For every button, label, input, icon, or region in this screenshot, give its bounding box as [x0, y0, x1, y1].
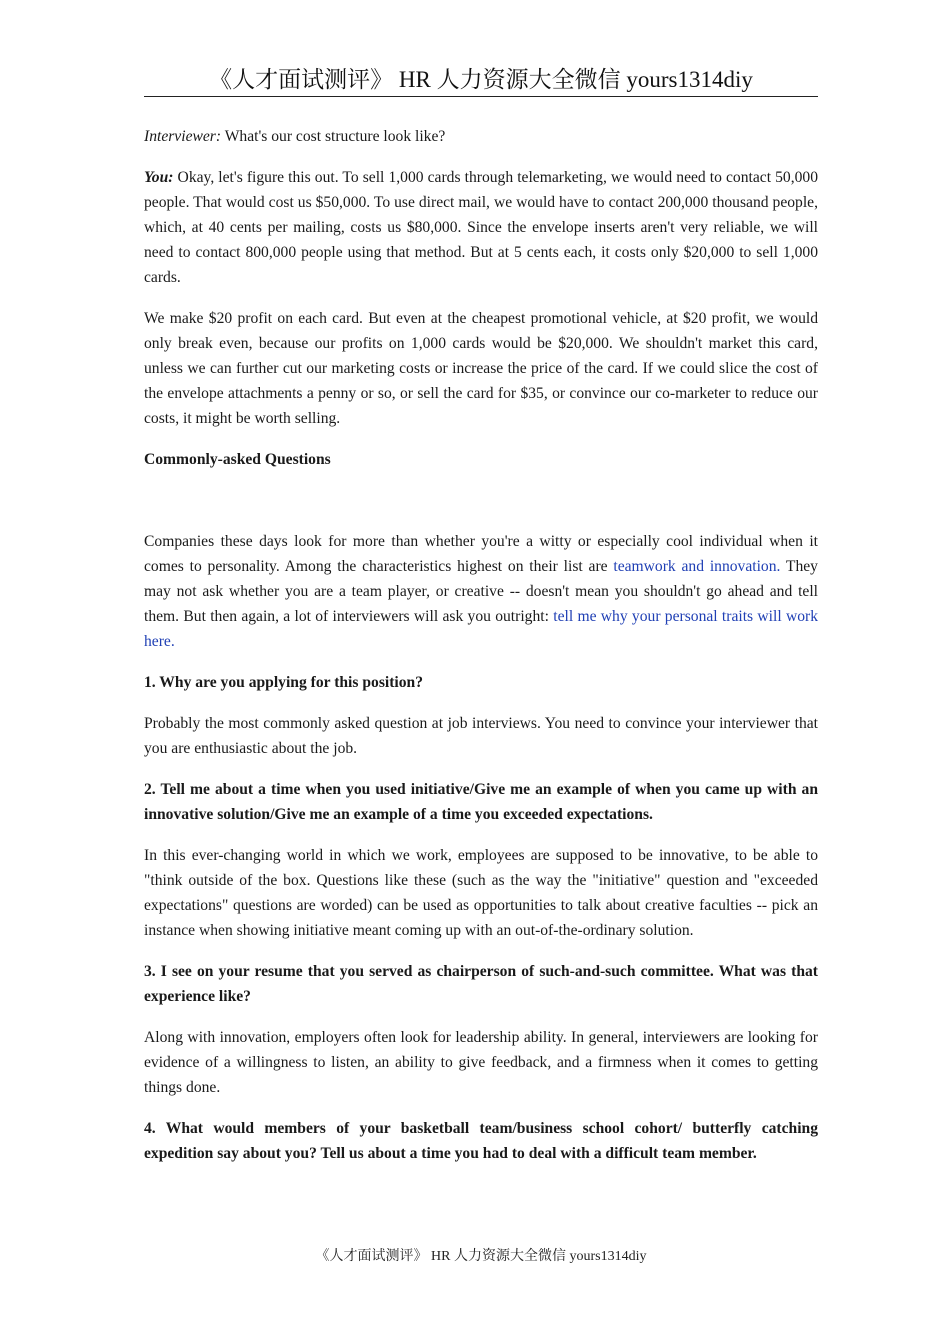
- interviewer-line: [144, 124, 818, 149]
- blank-line: [144, 488, 818, 513]
- question-1-heading: 1. Why are you applying for this position?: [144, 674, 424, 691]
- intro-link-personal-traits[interactable]: tell me why your personal traits will work here.: [144, 608, 819, 650]
- question-1-answer: Probably the most commonly asked question at job interviews. You need to convince your interviewer that you are enthusiastic about the job.: [144, 715, 818, 757]
- intro-text-2: They may not ask whether you are a team player, or creative -- doesn't mean you shouldn't go ahead and tell them. But then again, a lot of interviewers will ask you outright:: [144, 558, 818, 625]
- you-line: [144, 165, 818, 290]
- interviewer-label: Interviewer:: [144, 128, 222, 145]
- question-4-heading: 4. What would members of your basketball team/business school cohort/ butterfly catching expedition say about you? Tell us about a time you had to deal with a difficult team member.: [144, 1120, 818, 1162]
- question-2-heading: 2. Tell me about a time when you used initiative/Give me an example of when you came up with an innovative solution/Give me an example of a time you exceeded expectations.: [144, 781, 818, 823]
- question-3-heading: 3. I see on your resume that you served as chairperson of such-and-such committee. What was that experience like?: [144, 963, 818, 1005]
- page-footer: 《人才面试测评》 HR 人力资源大全微信 yours1314diy: [315, 1249, 647, 1264]
- question-3-answer: Along with innovation, employers often look for leadership ability. In general, interviewers are looking for evidence of a willingness to listen, an ability to give feedback, and a firmness when it comes to getting things done.: [144, 1029, 818, 1096]
- intro-link-teamwork[interactable]: teamwork and innovation.: [613, 558, 781, 575]
- interviewer-text: What's our cost structure look like?: [221, 128, 446, 145]
- you-text: Okay, let's figure this out. To sell 1,000 cards through telemarketing, we would need to contact 50,000 people. That would cost us $50,000. To use direct mail, we would have to contact 200,000 thousand people, which, at 40 cents per mailing, costs us $80,000. Since the envelope inserts aren't very reliable, we will need to contact 800,000 people using that method. But at 5 cents each, it costs only $20,000 to sell 1,000 cards.: [144, 169, 818, 286]
- page-header: 《人才面试测评》 HR 人力资源大全微信 yours1314diy: [144, 64, 818, 97]
- profit-paragraph: We make $20 profit on each card. But even at the cheapest promotional vehicle, at $20 profit, we would only break even, because our profits on 1,000 cards would be $20,000. We shouldn't market this card, unless we can further cut our marketing costs or increase the price of the card. If we could slice the cost of the envelope attachments a penny or so, or sell the card for $35, or convince our co-marketer to reduce our costs, it might be worth selling.: [144, 310, 818, 427]
- document-body: [144, 124, 818, 1182]
- section-intro: [144, 529, 818, 654]
- section-title: Commonly-asked Questions: [144, 451, 331, 468]
- you-label: You:: [144, 169, 174, 186]
- question-2-answer: In this ever-changing world in which we work, employees are supposed to be innovative, to be able to "think outside of the box. Questions like these (such as the way the "initiative" question and "exceeded expectations" questions are worded) can be used as opportunities to talk about creative faculties -- pick an instance when showing initiative meant coming up with an out-of-the-ordinary solution.: [144, 847, 818, 939]
- intro-text-1: Companies these days look for more than whether you're a witty or especially cool individual when it comes to personality. Among the characteristics highest on their list are: [144, 533, 818, 575]
